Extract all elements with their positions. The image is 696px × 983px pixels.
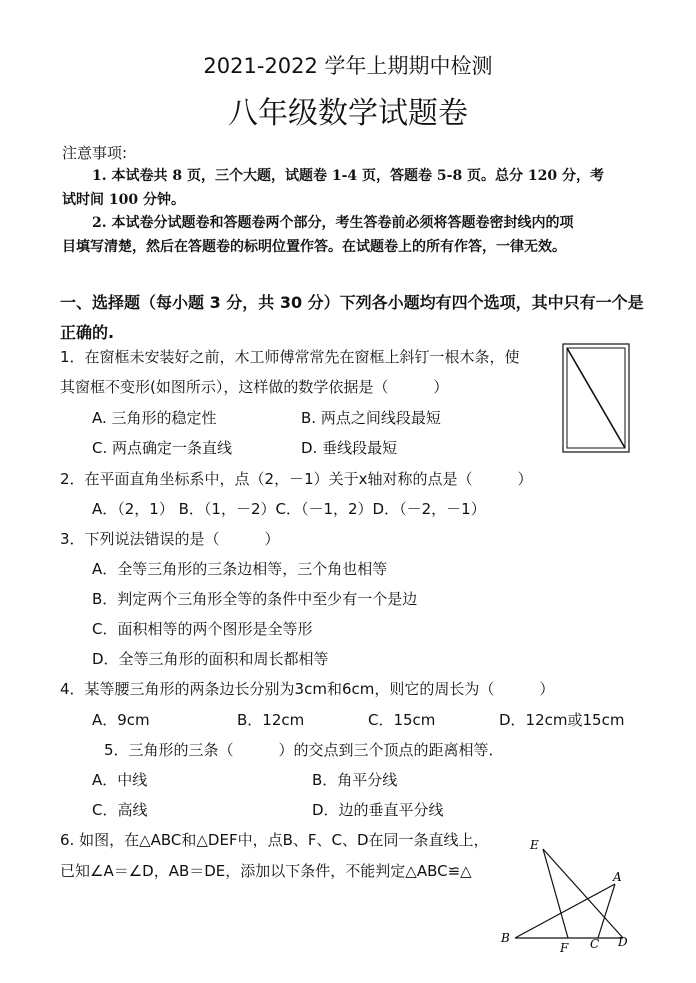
notice-line-1b: 试时间 100 分钟。 [62,192,185,208]
q1-option-c: C. 两点确定一条直线 [92,439,233,457]
triangle-figure [495,834,635,954]
q3-stem: 3．下列说法错误的是（ ） [60,530,280,548]
q3-option-c: C．面积相等的两个图形是全等形 [92,620,313,638]
q2-stem: 2．在平面直角坐标系中，点（2，－1）关于x轴对称的点是（ ） [60,470,533,488]
section-heading-line1: 一、选择题（每小题 3 分，共 30 分）下列各小题均有四个选项，其中只有一个是 [60,293,644,312]
q6-stem-line1: 6. 如图，在△ABC和△DEF中，点B、F、C、D在同一条直线上， [60,831,489,849]
q4-option-a: A．9cm [92,711,150,729]
q5-option-d: D．边的垂直平分线 [312,801,444,819]
q4-option-b: B．12cm [237,711,305,729]
q3-option-b: B．判定两个三角形全等的条件中至少有一个是边 [92,590,418,608]
label-c: C [590,937,600,951]
q6-stem-line2: 已知∠A＝∠D，AB＝DE，添加以下条件，不能判定△ABC≌△ [60,862,472,880]
q4-option-c: C．15cm [368,711,436,729]
section-heading-line2: 正确的. [60,323,115,342]
q5-option-c: C．高线 [92,801,148,819]
q1-stem-line1: 1．在窗框未安装好之前，木工师傅常常先在窗框上斜钉一根木条，使 [60,348,520,366]
q4-stem: 4．某等腰三角形的两条边长分别为3cm和6cm，则它的周长为（ ） [60,680,555,698]
label-a: A [613,870,622,884]
q4-option-d: D．12cm或15cm [499,711,625,729]
q1-option-d: D. 垂线段最短 [301,439,398,457]
q1-option-b: B. 两点之间线段最短 [301,409,441,427]
notice-line-1a: 1. 本试卷共 8 页，三个大题，试题卷 1-4 页，答题卷 5-8 页。总分 120 分，考 [92,168,605,184]
q1-stem-line2: 其窗框不变形(如图所示），这样做的数学依据是（ ） [60,378,449,396]
label-d: D [618,935,628,949]
q5-stem: 5．三角形的三条（ ）的交点到三个顶点的距离相等． [104,741,504,759]
label-e: E [530,838,539,852]
exam-header: 2021-2022 学年上期期中检测 [203,54,493,78]
label-b: B [501,931,510,945]
q5-option-a: A．中线 [92,771,148,789]
diagonal-brace [567,348,625,448]
notice-heading: 注意事项: [62,144,128,162]
page-title: 八年级数学试题卷 [228,96,468,131]
q1-option-a: A. 三角形的稳定性 [92,409,217,427]
q3-option-a: A．全等三角形的三条边相等，三个角也相等 [92,560,388,578]
notice-line-2b: 目填写清楚，然后在答题卷的标明位置作答。在试题卷上的所有作答，一律无效。 [62,239,566,255]
label-f: F [560,941,569,954]
notice-line-2a: 2. 本试卷分试题卷和答题卷两个部分，考生答卷前必须将答题卷密封线内的项 [92,215,574,231]
q5-option-b: B．角平分线 [312,771,398,789]
window-frame-figure [562,343,632,455]
q2-options: A．（2，1） B．（1，－2）C．（－1，2）D．（－2，－1） [92,500,486,518]
q3-option-d: D．全等三角形的面积和周长都相等 [92,650,329,668]
